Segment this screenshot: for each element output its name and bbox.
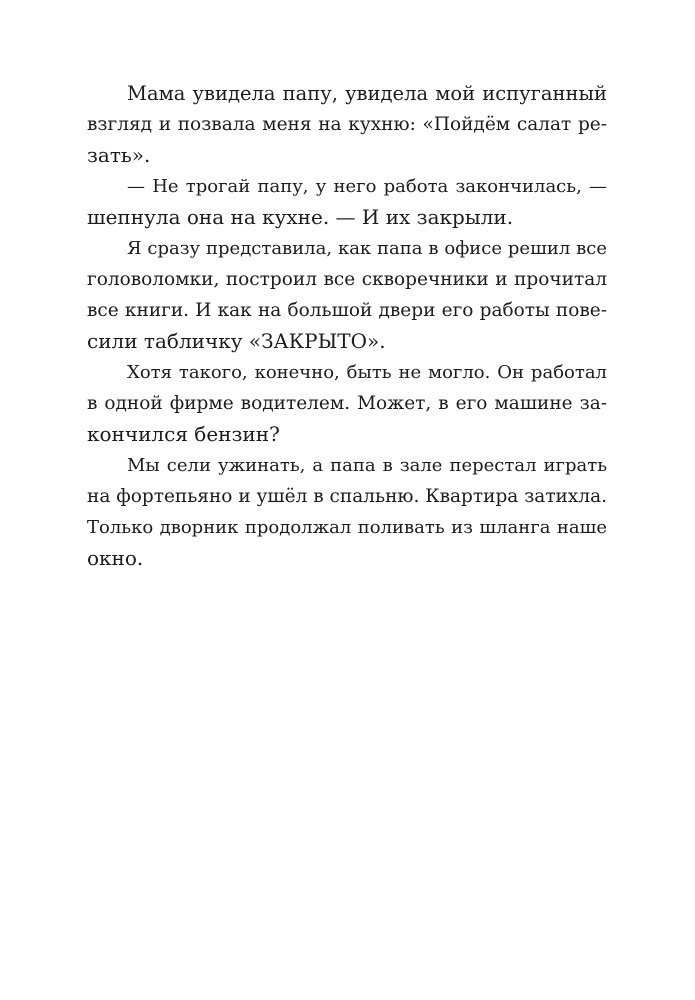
text-line: взгляд и позвала меня на кухню: «Пойдём салат ре- [87, 114, 607, 135]
text-line: кончился бензин? [87, 422, 280, 446]
paragraph-3 [87, 233, 607, 357]
text-line: Хотя такого, конечно, быть не могло. Он работал [127, 362, 607, 383]
text-line: головоломки, построил все скворечники и прочитал [87, 269, 607, 290]
text-line: окно. [87, 546, 144, 570]
text-line: сили табличку «ЗАКРЫТО». [87, 329, 386, 353]
text-line: — Не трогай папу, у него работа закончилась, — [127, 176, 607, 197]
paragraph-2 [87, 171, 607, 233]
text-line: в одной фирме водителем. Может, в его машине за- [87, 393, 607, 414]
text-line: на фортепьяно и ушёл в спальню. Квартира затихла. [87, 486, 607, 507]
paragraph-4 [87, 357, 607, 450]
paragraph-5 [87, 450, 607, 574]
text-line: Только дворник продолжал поливать из шланга наше [87, 517, 607, 538]
text-line: зать». [87, 143, 151, 167]
text-line: все книги. И как на большой двери его работы пове- [87, 300, 607, 321]
text-line: Мы сели ужинать, а папа в зале перестал играть [127, 455, 607, 476]
text-line: шепнула она на кухне. — И их закрыли. [87, 205, 514, 229]
page-text [87, 78, 607, 574]
paragraph-1 [87, 78, 607, 171]
text-line: Я сразу представила, как папа в офисе решил все [127, 238, 607, 259]
text-line: Мама увидела папу, увидела мой испуганный [127, 82, 607, 105]
